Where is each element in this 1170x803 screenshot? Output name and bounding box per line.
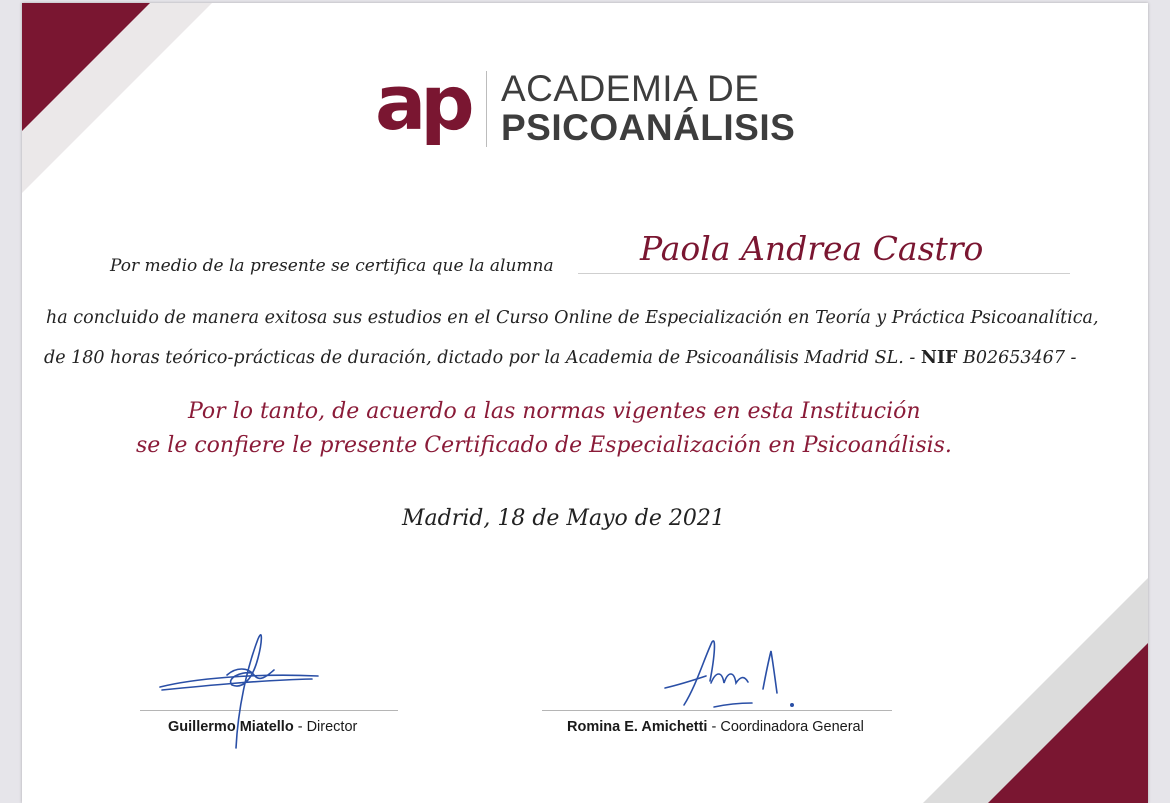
logo-line-1: ACADEMIA DE xyxy=(501,68,760,109)
coordinator-role: - Coordinadora General xyxy=(707,719,864,735)
nif-label: NIF xyxy=(920,348,958,368)
body-line-1: ha concluido de manera exitosa sus estudios en el Curso Online de Especialización en Teoría y Práctica Psicoanalítica, xyxy=(46,308,1099,328)
body-line-2-text: de 180 horas teórico-prácticas de duración, dictado por la Academia de Psicoanálisis Madrid SL. - xyxy=(44,348,921,368)
logo-mark: ap xyxy=(375,58,469,147)
logo-line-2: PSICOANÁLISIS xyxy=(501,107,796,148)
nif-value: B02653467 - xyxy=(957,348,1077,368)
handwritten-signatures xyxy=(22,3,1148,803)
certificate-page xyxy=(22,3,1148,803)
intro-text: Por medio de la presente se certifica que la alumna xyxy=(110,256,554,276)
coordinator-signature xyxy=(665,641,793,707)
coordinator-name: Romina E. Amichetti xyxy=(567,719,708,735)
conferral-line-2: se le confiere le presente Certificado de Especialización en Psicoanálisis. xyxy=(136,433,952,458)
student-name: Paola Andrea Castro xyxy=(640,229,984,268)
issue-date: Madrid, 18 de Mayo de 2021 xyxy=(402,506,725,531)
director-name: Guillermo Miatello xyxy=(168,719,294,735)
director-role: - Director xyxy=(293,719,358,735)
director-signature xyxy=(160,635,318,748)
conferral-line-1: Por lo tanto, de acuerdo a las normas vigentes en esta Institución xyxy=(188,399,921,424)
